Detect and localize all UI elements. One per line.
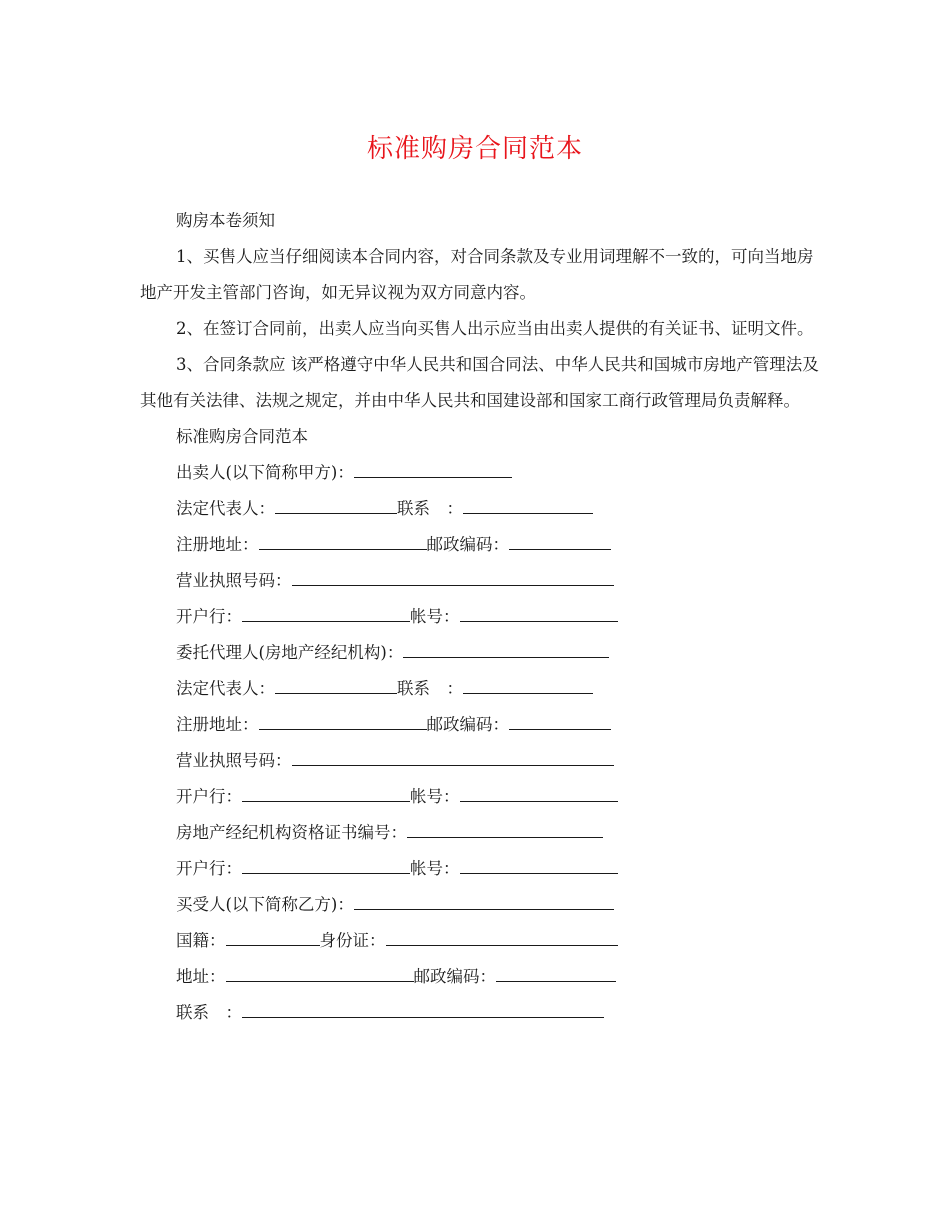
- nationality-blank[interactable]: [226, 945, 320, 946]
- postcode-blank[interactable]: [509, 549, 611, 550]
- buyer-id-row: [140, 923, 820, 959]
- agent-cert-label: 房地产经纪机构资格证书编号：: [176, 823, 407, 842]
- legal-rep-blank[interactable]: [275, 513, 397, 514]
- agent-license-label: 营业执照号码：: [176, 751, 292, 770]
- bank-label: 开户行：: [176, 607, 242, 626]
- buyer-blank[interactable]: [354, 909, 614, 910]
- agent-account2-blank[interactable]: [460, 873, 618, 874]
- seller-legal-rep-row: [140, 491, 820, 527]
- seller-row: [140, 455, 820, 491]
- notice-item-3: 3、合同条款应 该严格遵守中华人民共和国合同法、中华人民共和国城市房地产管理法及其他有关法律、法规之规定，并由中华人民共和国建设部和国家工商行政管理局负责解释。: [140, 355, 819, 410]
- license-label: 营业执照号码：: [176, 571, 292, 590]
- buyer-address-row: [140, 959, 820, 995]
- agent-label: 委托代理人(房地产经纪机构)：: [176, 643, 404, 662]
- buyer-contact-label: 联系 ：: [176, 1003, 242, 1022]
- agent-postcode-blank[interactable]: [509, 729, 611, 730]
- agent-contact-blank[interactable]: [463, 693, 593, 694]
- agent-bank2-label: 开户行：: [176, 859, 242, 878]
- agent-address-row: [140, 707, 820, 743]
- buyer-contact-blank[interactable]: [242, 1017, 604, 1018]
- buyer-postcode-label: 邮政编码：: [413, 967, 496, 986]
- agent-reg-address-label: 注册地址：: [176, 715, 259, 734]
- agent-contact-label: 联系 ：: [397, 679, 463, 698]
- license-blank[interactable]: [292, 585, 614, 586]
- agent-bank-row: [140, 779, 820, 815]
- agent-license-blank[interactable]: [292, 765, 614, 766]
- id-blank[interactable]: [386, 945, 618, 946]
- notice-heading: 购房本卷须知: [176, 211, 275, 230]
- seller-bank-row: [140, 599, 820, 635]
- agent-bank-blank[interactable]: [242, 801, 410, 802]
- agent-bank2-blank[interactable]: [242, 873, 410, 874]
- agent-license-row: [140, 743, 820, 779]
- bank-blank[interactable]: [242, 621, 410, 622]
- seller-address-row: [140, 527, 820, 563]
- agent-reg-address-blank[interactable]: [259, 729, 427, 730]
- document-body: [140, 203, 820, 1031]
- account-label: 帐号：: [410, 607, 460, 626]
- account-blank[interactable]: [460, 621, 618, 622]
- buyer-postcode-blank[interactable]: [496, 981, 616, 982]
- address-label: 地址：: [176, 967, 226, 986]
- page-title: 标准购房合同范本: [366, 134, 583, 164]
- agent-bank-label: 开户行：: [176, 787, 242, 806]
- agent-blank[interactable]: [403, 657, 609, 658]
- agent-postcode-label: 邮政编码：: [426, 715, 509, 734]
- postcode-label: 邮政编码：: [426, 535, 509, 554]
- buyer-row: [140, 887, 820, 923]
- contract-heading: 标准购房合同范本: [176, 427, 308, 446]
- agent-row: [140, 635, 820, 671]
- contact-blank[interactable]: [463, 513, 593, 514]
- buyer-label: 买受人(以下简称乙方)：: [176, 895, 354, 914]
- notice-item-1: 1、买售人应当仔细阅读本合同内容，对合同条款及专业用词理解不一致的，可向当地房地产开发主管部门咨询，如无异议视为双方同意内容。: [140, 247, 814, 302]
- agent-account2-label: 帐号：: [410, 859, 460, 878]
- contact-label: 联系 ：: [397, 499, 463, 518]
- notice-item-2: 2、在签订合同前，出卖人应当向买售人出示应当由出卖人提供的有关证书、证明文件。: [176, 319, 814, 338]
- reg-address-label: 注册地址：: [176, 535, 259, 554]
- nationality-label: 国籍：: [176, 931, 226, 950]
- agent-account-label: 帐号：: [410, 787, 460, 806]
- agent-bank2-row: [140, 851, 820, 887]
- agent-cert-blank[interactable]: [407, 837, 603, 838]
- reg-address-blank[interactable]: [259, 549, 427, 550]
- buyer-contact-row: [140, 995, 820, 1031]
- legal-rep-label: 法定代表人：: [176, 499, 275, 518]
- agent-account-blank[interactable]: [460, 801, 618, 802]
- agent-legal-rep-blank[interactable]: [275, 693, 397, 694]
- id-label: 身份证：: [319, 931, 386, 950]
- agent-cert-row: [140, 815, 820, 851]
- agent-legal-rep-label: 法定代表人：: [176, 679, 275, 698]
- seller-label: 出卖人(以下简称甲方)：: [176, 463, 354, 482]
- agent-legal-rep-row: [140, 671, 820, 707]
- seller-blank[interactable]: [354, 477, 512, 478]
- address-blank[interactable]: [226, 981, 414, 982]
- seller-license-row: [140, 563, 820, 599]
